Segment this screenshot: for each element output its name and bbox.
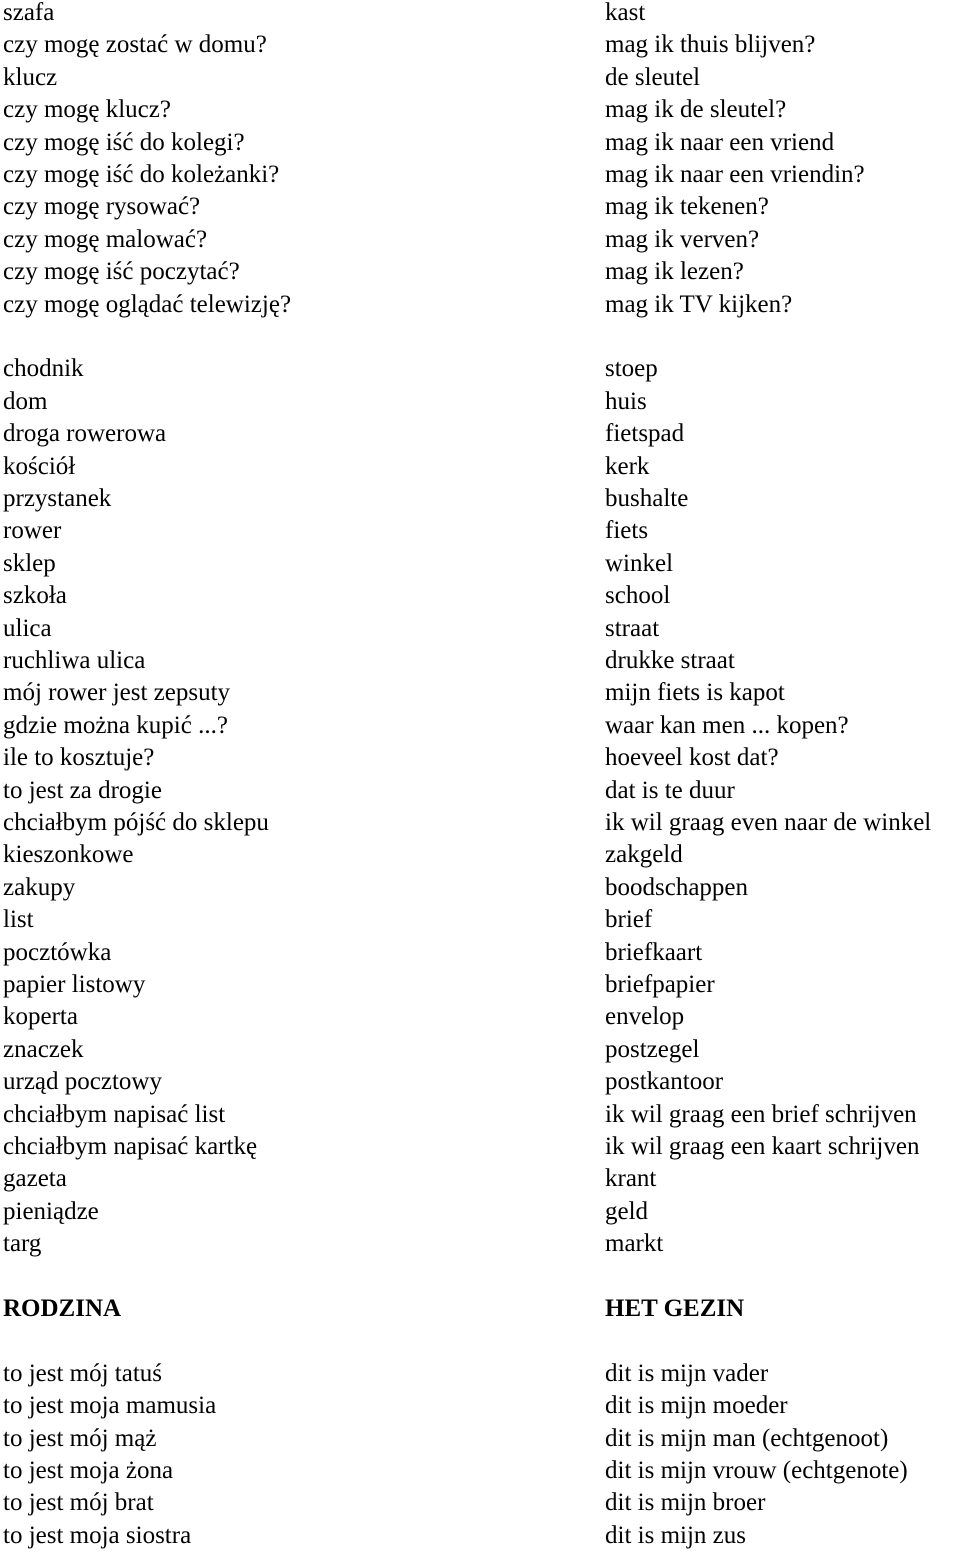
vocab-row [0, 29, 960, 61]
polish-term: rower [3, 517, 62, 545]
polish-term: to jest moja siostra [3, 1521, 192, 1549]
vocab-row [0, 1001, 960, 1033]
polish-term: ile to kosztuje? [3, 744, 155, 772]
dutch-term: ik wil graag een brief schrijven [605, 1100, 917, 1128]
dutch-term: mijn fiets is kapot [605, 679, 785, 707]
polish-term: znaczek [3, 1035, 84, 1063]
vocab-row [0, 1099, 960, 1131]
dutch-term: dat is te duur [605, 776, 735, 804]
vocab-row [0, 548, 960, 580]
dutch-term: kast [605, 0, 646, 26]
dutch-term: envelop [605, 1003, 685, 1031]
polish-term: koperta [3, 1003, 78, 1031]
vocab-row [0, 645, 960, 677]
polish-term: chciałbym napisać kartkę [3, 1133, 258, 1160]
vocab-row [0, 191, 960, 223]
dutch-term: briefpapier [605, 971, 715, 998]
vocab-row [0, 1196, 960, 1228]
vocab-row [0, 224, 960, 256]
polish-term: chciałbym napisać list [3, 1100, 226, 1128]
polish-term: zakupy [3, 873, 76, 901]
vocab-row [0, 839, 960, 871]
dutch-term: boodschappen [605, 873, 749, 901]
dutch-term: mag ik lezen? [605, 258, 744, 286]
dutch-term: mag ik verven? [605, 225, 760, 253]
vocab-row [0, 418, 960, 450]
polish-term: pieniądze [3, 1197, 99, 1225]
vocab-row [0, 904, 960, 936]
vocab-row [0, 1066, 960, 1098]
polish-term: czy mogę iść do kolegi? [3, 128, 245, 156]
polish-term: kieszonkowe [3, 841, 134, 869]
vocab-row [0, 807, 960, 839]
dutch-term: mag ik naar een vriendin? [605, 161, 865, 188]
dutch-term: dit is mijn broer [605, 1489, 766, 1517]
vocab-row [0, 1163, 960, 1195]
vocab-row [0, 1034, 960, 1066]
vocab-row [0, 937, 960, 969]
polish-term: czy mogę oglądać telewizję? [3, 290, 292, 318]
dutch-term: huis [605, 387, 647, 415]
polish-term: chodnik [3, 355, 84, 383]
vocab-row [0, 62, 960, 94]
polish-term: to jest mój brat [3, 1489, 154, 1517]
dutch-term: stoep [605, 355, 658, 383]
polish-term: ruchliwa ulica [3, 647, 146, 674]
polish-term: mój rower jest zepsuty [3, 679, 231, 707]
dutch-term: dit is mijn vader [605, 1359, 769, 1387]
dutch-term: dit is mijn man (echtgenoot) [605, 1424, 889, 1452]
dutch-term: brief [605, 906, 653, 934]
dutch-term: bushalte [605, 485, 689, 512]
vocab-row [0, 289, 960, 321]
polish-term: czy mogę iść do koleżanki? [3, 161, 280, 188]
dutch-term: straat [605, 614, 660, 642]
dutch-term: postkantoor [605, 1068, 724, 1096]
dutch-term: mag ik TV kijken? [605, 290, 793, 318]
dutch-term: school [605, 582, 671, 610]
polish-term: kościół [3, 452, 76, 480]
dutch-term: mag ik thuis blijven? [605, 31, 816, 59]
vocab-row [0, 872, 960, 904]
dutch-term: drukke straat [605, 647, 735, 674]
polish-term: to jest za drogie [3, 776, 162, 804]
dutch-heading: HET GEZIN [605, 1295, 745, 1322]
polish-term: to jest mój tatuś [3, 1359, 163, 1387]
dutch-term: ik wil graag even naar de winkel [605, 809, 932, 836]
vocab-row [0, 159, 960, 191]
dutch-term: ik wil graag een kaart schrijven [605, 1133, 920, 1160]
polish-term: to jest moja żona [3, 1457, 174, 1484]
vocab-row [0, 515, 960, 547]
vocab-row [0, 353, 960, 385]
polish-term: przystanek [3, 485, 112, 512]
polish-term: czy mogę zostać w domu? [3, 31, 267, 59]
vocab-row [0, 580, 960, 612]
vocab-row [0, 94, 960, 126]
polish-term: czy mogę iść poczytać? [3, 258, 240, 286]
vocab-row [0, 451, 960, 483]
polish-term: gdzie można kupić ...? [3, 711, 228, 739]
polish-term: szkoła [3, 582, 67, 610]
dutch-term: zakgeld [605, 841, 683, 869]
dutch-term: winkel [605, 549, 674, 577]
polish-term: papier listowy [3, 971, 146, 998]
dutch-term: briefkaart [605, 938, 703, 966]
dutch-term: waar kan men ... kopen? [605, 711, 849, 739]
polish-term: droga rowerowa [3, 420, 167, 448]
dutch-term: fiets [605, 517, 649, 545]
dutch-term: mag ik naar een vriend [605, 128, 835, 156]
dutch-term: fietspad [605, 420, 685, 448]
dutch-term: mag ik de sleutel? [605, 96, 787, 124]
polish-term: gazeta [3, 1165, 67, 1193]
vocab-row [0, 0, 960, 29]
polish-term: list [3, 906, 34, 934]
dutch-term: markt [605, 1230, 664, 1258]
vocab-row [0, 256, 960, 288]
vocab-row [0, 386, 960, 418]
vocab-row [0, 1423, 960, 1455]
polish-term: czy mogę rysować? [3, 193, 201, 221]
vocab-row [0, 1228, 960, 1260]
dutch-term: kerk [605, 452, 650, 480]
polish-term: urząd pocztowy [3, 1068, 162, 1096]
polish-term: czy mogę malować? [3, 225, 208, 253]
vocab-row [0, 969, 960, 1001]
dutch-term: mag ik tekenen? [605, 193, 769, 221]
polish-term: ulica [3, 614, 52, 642]
vocab-row [0, 677, 960, 709]
section-heading [0, 1293, 960, 1325]
polish-term: targ [3, 1230, 42, 1258]
vocab-row [0, 1358, 960, 1390]
polish-term: klucz [3, 63, 58, 91]
polish-term: to jest moja mamusia [3, 1392, 217, 1420]
polish-heading: RODZINA [3, 1295, 122, 1322]
dutch-term: postzegel [605, 1035, 700, 1063]
vocab-row [0, 775, 960, 807]
polish-term: szafa [3, 0, 55, 26]
dutch-term: dit is mijn zus [605, 1521, 746, 1549]
vocab-row [0, 483, 960, 515]
vocab-row [0, 1487, 960, 1519]
vocab-row [0, 127, 960, 159]
vocab-row [0, 1131, 960, 1163]
vocab-row [0, 742, 960, 774]
vocab-row [0, 1520, 960, 1552]
polish-term: pocztówka [3, 938, 112, 966]
dutch-term: hoeveel kost dat? [605, 744, 779, 772]
vocab-row [0, 1455, 960, 1487]
dutch-term: krant [605, 1165, 657, 1193]
dutch-term: de sleutel [605, 63, 701, 91]
polish-term: to jest mój mąż [3, 1424, 157, 1452]
vocab-row [0, 1390, 960, 1422]
dutch-term: dit is mijn vrouw (echtgenote) [605, 1457, 908, 1484]
dutch-term: dit is mijn moeder [605, 1392, 788, 1420]
polish-term: dom [3, 387, 48, 415]
dutch-term: geld [605, 1197, 649, 1225]
vocab-row [0, 613, 960, 645]
vocab-row [0, 710, 960, 742]
polish-term: czy mogę klucz? [3, 96, 171, 124]
polish-term: sklep [3, 549, 56, 577]
polish-term: chciałbym pójść do sklepu [3, 809, 269, 836]
